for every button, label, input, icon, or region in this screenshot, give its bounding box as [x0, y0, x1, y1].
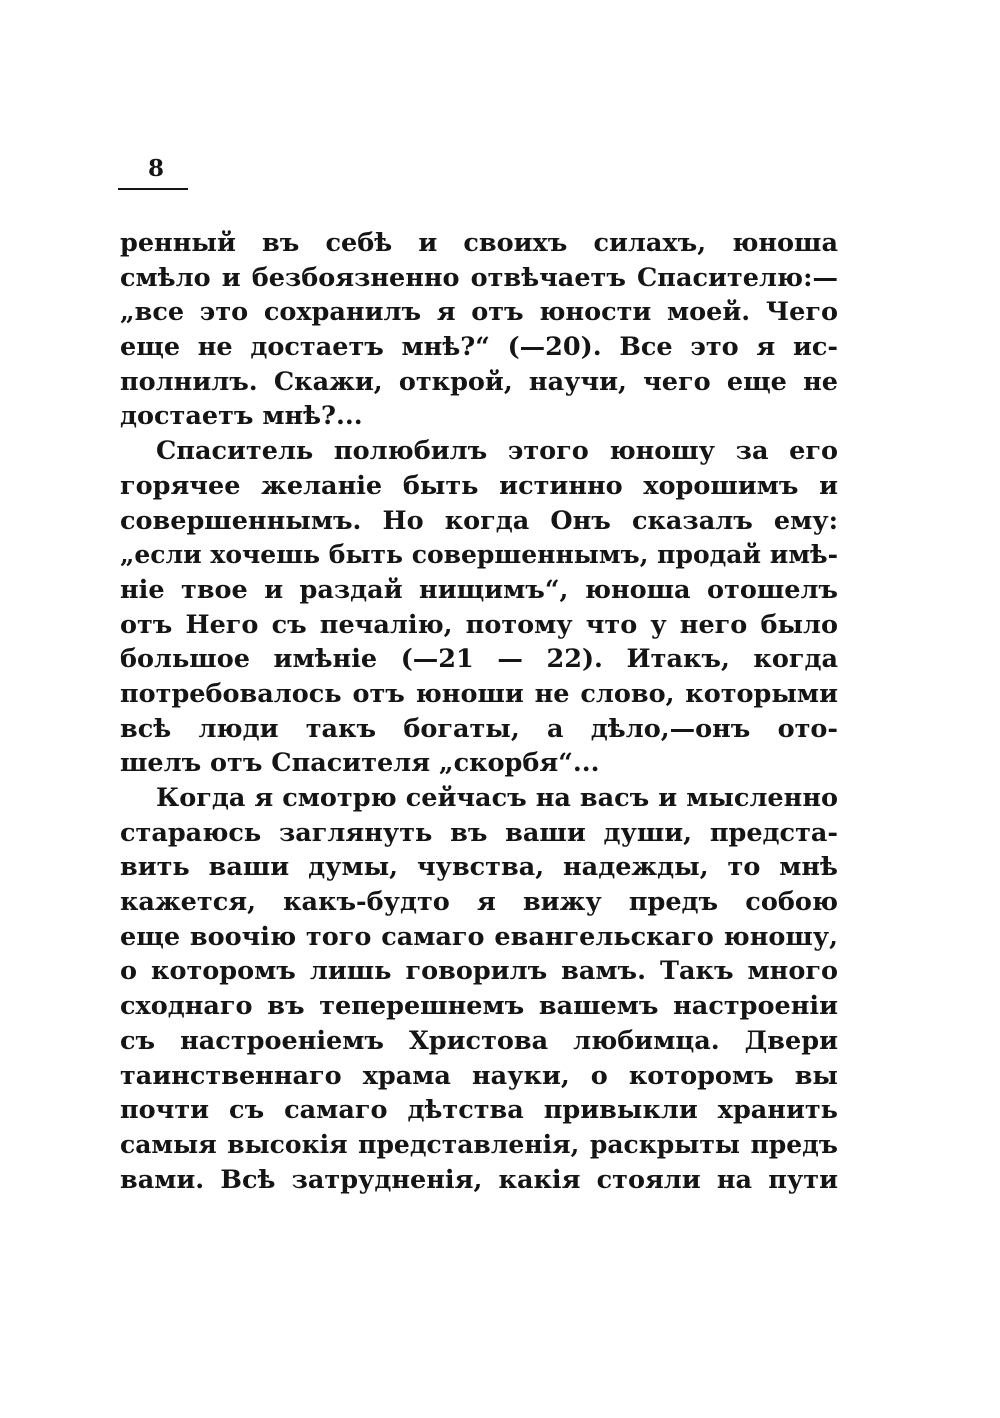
text-line: совершеннымъ. Но когда Онъ сказалъ ему:: [120, 505, 838, 536]
text-line: всѣ люди такъ богаты, а дѣло,—онъ ото-: [120, 713, 838, 744]
body-text: [120, 226, 838, 1197]
text-line: почти съ самаго дѣтства привыкли хранить: [120, 1095, 838, 1126]
text-line: таинственнаго храма науки, о которомъ вы: [120, 1060, 838, 1091]
text-line: Спаситель полюбилъ этого юношу за его: [156, 436, 838, 467]
text-line: „если хочешь быть совершеннымъ, продай имѣ-: [120, 540, 838, 570]
text-line: горячее желаніе быть истинно хорошимъ и: [120, 470, 838, 501]
text-line: самыя высокія представленія, раскрыты предъ: [120, 1129, 838, 1159]
paragraph-2: [120, 434, 838, 781]
text-line: ренный въ себѣ и своихъ силахъ, юноша: [120, 228, 838, 258]
text-line: еще не достаетъ мнѣ?“ (—20). Все это я ис-: [120, 332, 838, 363]
text-line: ніе твое и раздай нищимъ“, юноша отошелъ: [120, 574, 838, 605]
text-line: Когда я смотрю сейчасъ на васъ и мысленно: [156, 783, 838, 813]
paragraph-3: [120, 781, 838, 1197]
text-line: полнилъ. Скажи, открой, научи, чего еще не: [120, 366, 838, 397]
text-line: смѣло и безбоязненно отвѣчаетъ Спасителю:—: [120, 262, 838, 293]
text-line: о которомъ лишь говорилъ вамъ. Такъ много: [120, 956, 838, 987]
page-number-rule: [118, 188, 188, 190]
text-line: „все это сохранилъ я отъ юности моей. Чего: [120, 297, 838, 328]
page-number: 8: [148, 155, 165, 182]
text-line: кажется, какъ-будто я вижу предъ собою: [120, 887, 838, 918]
paragraph-1: [120, 226, 838, 434]
text-line: большое имѣніе (—21 — 22). Итакъ, когда: [120, 644, 838, 675]
text-line: вить ваши думы, чувства, надежды, то мнѣ: [120, 852, 838, 883]
text-line: потребовалось отъ юноши не слово, которыми: [120, 678, 838, 709]
text-line: вами. Всѣ затрудненія, какія стояли на пути: [120, 1164, 838, 1195]
text-line: еще воочію того самаго евангельскаго юношу,: [120, 921, 838, 952]
text-line: сходнаго въ теперешнемъ вашемъ настроеніи: [120, 991, 838, 1022]
text-line: отъ Него съ печалію, потому что у него было: [120, 609, 838, 640]
text-line: стараюсь заглянуть въ ваши души, предста-: [120, 817, 838, 848]
text-line: шелъ отъ Спасителя „скорбя“...: [120, 748, 600, 779]
text-line: достаетъ мнѣ?...: [120, 401, 363, 432]
text-line: съ настроеніемъ Христова любимца. Двери: [120, 1025, 838, 1056]
